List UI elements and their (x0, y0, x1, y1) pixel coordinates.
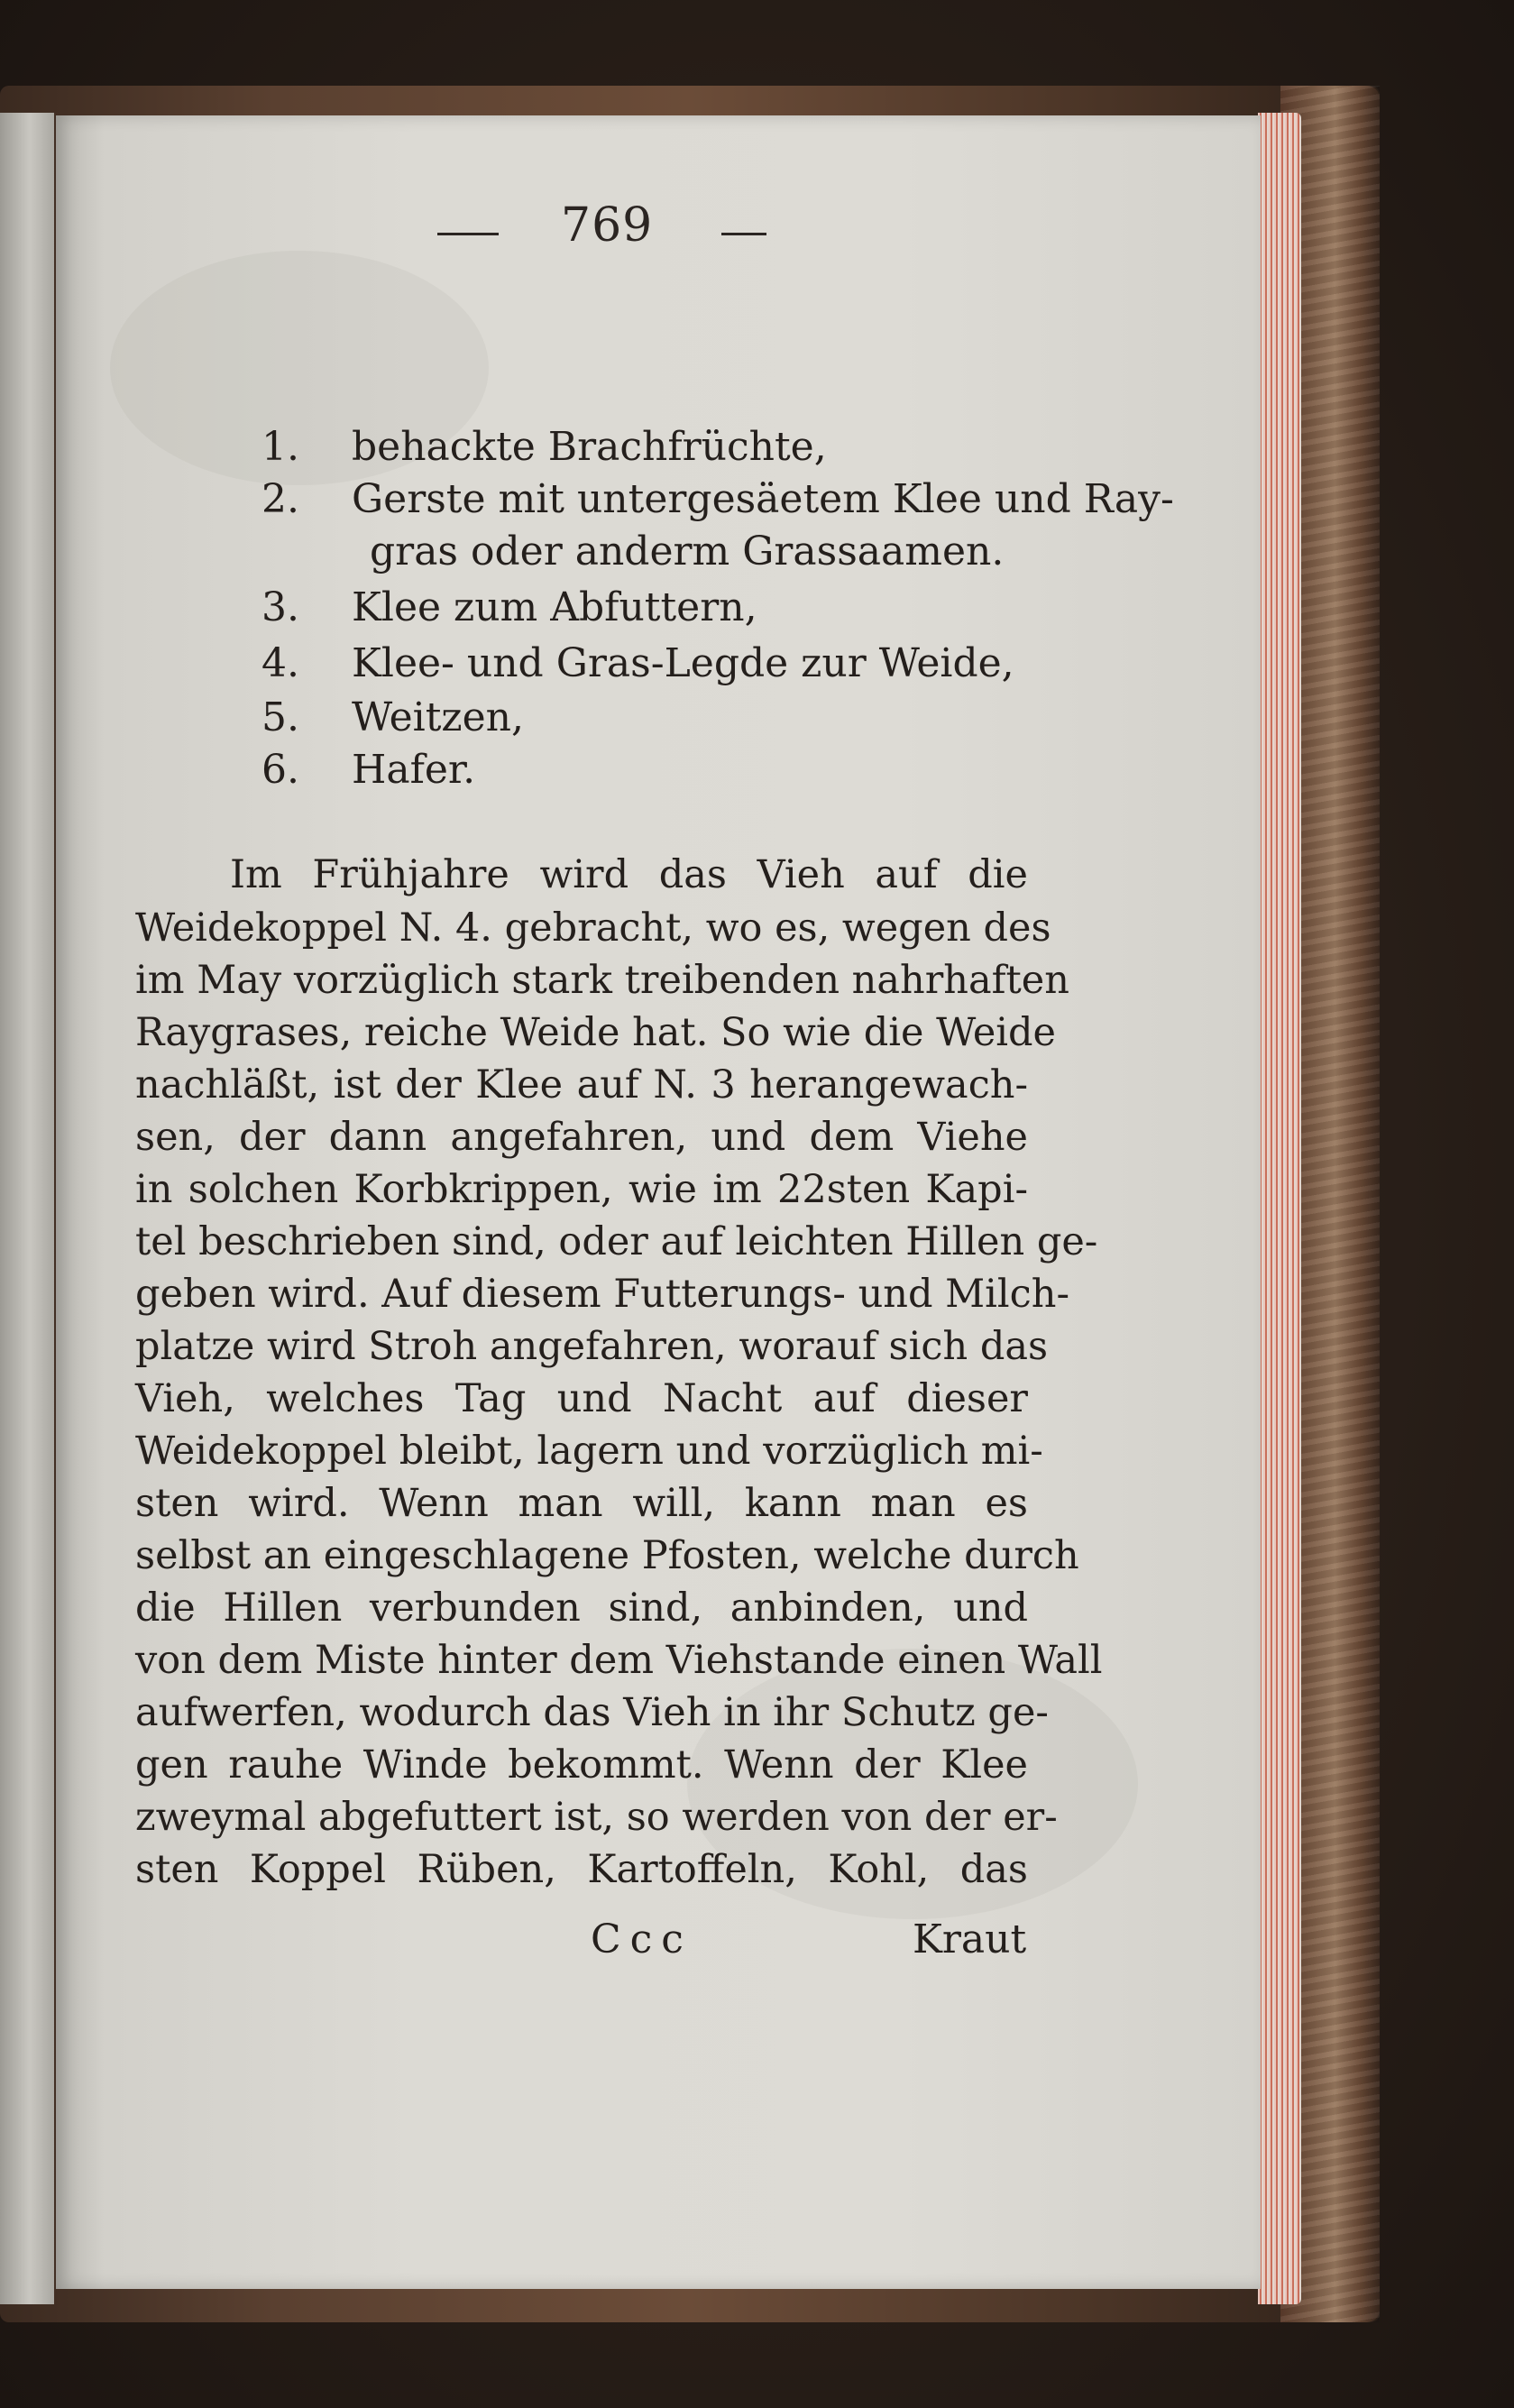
list-item-number: 4. (262, 640, 299, 686)
page-header (0, 198, 1514, 271)
list-item-number: 6. (262, 747, 299, 793)
list-item-text: behackte Brachfrüchte, (352, 424, 827, 470)
list-item-text-continued: gras oder anderm Grassaamen. (370, 528, 1005, 574)
list-item-text: Gerste mit untergesäetem Klee und Ray- (352, 476, 1174, 522)
paragraph-line: geben wird. Auf diesem Futterungs- und Milch- (135, 1272, 1069, 1317)
paragraph-line: sten Koppel Rüben, Kartoffeln, Kohl, das (135, 1847, 1028, 1892)
list-item-number: 1. (262, 424, 299, 470)
paragraph-line: Weidekoppel bleibt, lagern und vorzüglich mi- (135, 1429, 1043, 1474)
paragraph-line: platze wird Stroh angefahren, worauf sich das (135, 1324, 1049, 1369)
paragraph-line: die Hillen verbunden sind, anbinden, und (135, 1585, 1028, 1631)
facing-page-edge (0, 113, 54, 2304)
header-dash-left (437, 233, 499, 235)
list-item-number: 5. (262, 694, 299, 740)
paragraph-line: Im Frühjahre wird das Vieh auf die (230, 852, 1028, 897)
paragraph-line: nachläßt, ist der Klee auf N. 3 herangewach- (135, 1062, 1028, 1107)
list-item-number: 2. (262, 476, 299, 522)
list-item-text: Klee zum Abfuttern, (352, 584, 757, 630)
paragraph-line: in solchen Korbkrippen, wie im 22sten Kapi- (135, 1167, 1028, 1212)
paragraph-line: im May vorzüglich stark treibenden nahrhaften (135, 958, 1069, 1003)
list-item-text: Hafer. (352, 747, 476, 793)
paragraph-line: sten wird. Wenn man will, kann man es (135, 1481, 1028, 1526)
paragraph-line: gen rauhe Winde bekommt. Wenn der Klee (135, 1742, 1028, 1788)
list-item-text: Weitzen, (352, 694, 524, 740)
paragraph-line: tel beschrieben sind, oder auf leichten Hillen ge- (135, 1219, 1098, 1264)
paragraph-line: von dem Miste hinter dem Viehstande einen Wall (135, 1638, 1103, 1683)
catchword: Kraut (913, 1916, 1027, 1962)
paragraph-line: sen, der dann angefahren, und dem Viehe (135, 1115, 1028, 1160)
list-item-text: Klee- und Gras-Legde zur Weide, (352, 640, 1014, 686)
header-dash-right (721, 233, 766, 235)
paragraph-line: zweymal abgefuttert ist, so werden von der er- (135, 1795, 1058, 1840)
page-edges (1258, 113, 1301, 2304)
page-number: 769 (561, 198, 654, 253)
list-item-number: 3. (262, 584, 299, 630)
paragraph-line: Raygrases, reiche Weide hat. So wie die Weide (135, 1010, 1056, 1055)
paragraph-line: Weidekoppel N. 4. gebracht, wo es, wegen des (135, 905, 1051, 951)
paragraph-line: aufwerfen, wodurch das Vieh in ihr Schutz ge- (135, 1690, 1049, 1735)
signature-mark: Ccc (591, 1916, 693, 1962)
paragraph-line: selbst an eingeschlagene Pfosten, welche durch (135, 1533, 1079, 1578)
paragraph-line: Vieh, welches Tag und Nacht auf dieser (135, 1376, 1028, 1421)
